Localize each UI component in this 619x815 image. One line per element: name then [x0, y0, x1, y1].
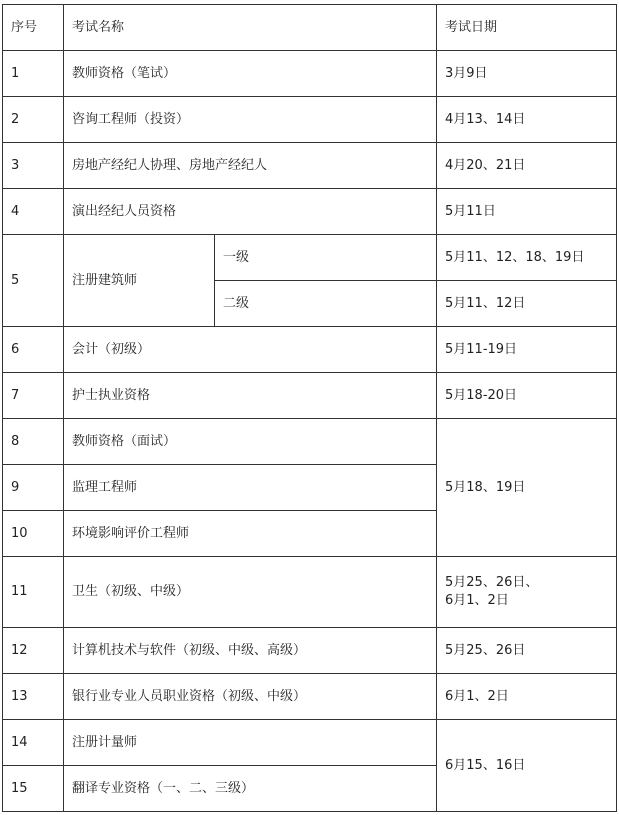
table-row: [3, 373, 617, 419]
row-exam-date: 6月1、2日: [437, 674, 617, 720]
row-exam-name: 教师资格（面试）: [64, 419, 437, 465]
table-row: [3, 189, 617, 235]
row-exam-date: 4月20、21日: [437, 143, 617, 189]
row-index: 4: [3, 189, 64, 235]
row-exam-name: 护士执业资格: [64, 373, 437, 419]
table-row: [3, 720, 617, 766]
row-exam-level: 一级: [215, 235, 437, 281]
table-row: [3, 97, 617, 143]
row-exam-date: [437, 557, 617, 628]
row-index: 6: [3, 327, 64, 373]
table-row: [3, 51, 617, 97]
row-index: 8: [3, 419, 64, 465]
row-exam-date: 5月25、26日: [437, 628, 617, 674]
exam-schedule-table: [2, 4, 617, 812]
row-exam-date: 4月13、14日: [437, 97, 617, 143]
table-row: [3, 557, 617, 628]
row-exam-name: 翻译专业资格（一、二、三级）: [64, 766, 437, 812]
row-exam-name: 计算机技术与软件（初级、中级、高级）: [64, 628, 437, 674]
row-exam-date: 5月11、12日: [437, 281, 617, 327]
header-index: 序号: [3, 5, 64, 51]
row-index: 15: [3, 766, 64, 812]
table-row: [3, 628, 617, 674]
row-exam-name: 监理工程师: [64, 465, 437, 511]
row-index: 5: [3, 235, 64, 327]
row-index: 13: [3, 674, 64, 720]
row-index: 12: [3, 628, 64, 674]
row-exam-name: 注册计量师: [64, 720, 437, 766]
header-exam-name: 考试名称: [64, 5, 437, 51]
row-exam-name: 咨询工程师（投资）: [64, 97, 437, 143]
row-index: 9: [3, 465, 64, 511]
header-exam-date: 考试日期: [437, 5, 617, 51]
row-index: 3: [3, 143, 64, 189]
row-exam-date: 5月18-20日: [437, 373, 617, 419]
row-exam-level: 二级: [215, 281, 437, 327]
row-exam-date: 3月9日: [437, 51, 617, 97]
row-index: 2: [3, 97, 64, 143]
table-row: [3, 419, 617, 465]
table-row: [3, 235, 617, 281]
date-line: 6月1、2日: [445, 593, 509, 608]
row-exam-name: 会计（初级）: [64, 327, 437, 373]
row-exam-date-merged: 5月18、19日: [437, 419, 617, 557]
table-row: [3, 327, 617, 373]
row-exam-date: 5月11日: [437, 189, 617, 235]
row-exam-name: 演出经纪人员资格: [64, 189, 437, 235]
table-row: [3, 674, 617, 720]
row-exam-date: 5月11-19日: [437, 327, 617, 373]
row-exam-name: 教师资格（笔试）: [64, 51, 437, 97]
table-header-row: [3, 5, 617, 51]
table-row: [3, 143, 617, 189]
row-index: 1: [3, 51, 64, 97]
row-index: 7: [3, 373, 64, 419]
row-exam-name: 环境影响评价工程师: [64, 511, 437, 557]
row-exam-date: 5月11、12、18、19日: [437, 235, 617, 281]
row-exam-name: 房地产经纪人协理、房地产经纪人: [64, 143, 437, 189]
row-exam-date-merged: 6月15、16日: [437, 720, 617, 812]
row-exam-name: 注册建筑师: [64, 235, 215, 327]
row-index: 10: [3, 511, 64, 557]
date-line: 5月25、26日、: [445, 575, 539, 590]
row-index: 11: [3, 557, 64, 628]
row-exam-name: 银行业专业人员职业资格（初级、中级）: [64, 674, 437, 720]
row-index: 14: [3, 720, 64, 766]
row-exam-name: 卫生（初级、中级）: [64, 557, 437, 628]
